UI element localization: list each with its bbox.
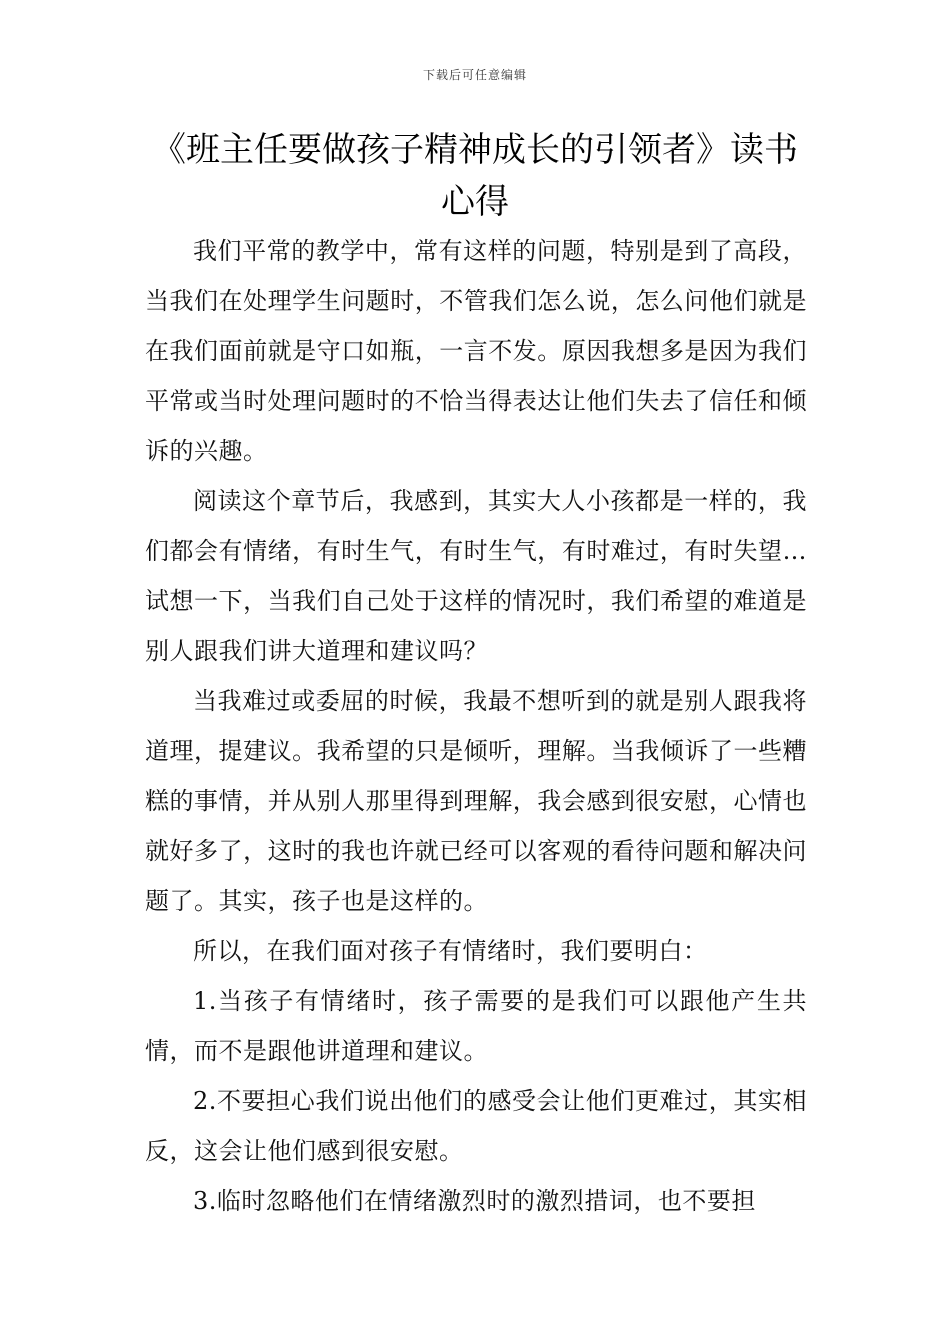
document-body	[145, 226, 807, 1226]
list-item: 1.当孩子有情绪时，孩子需要的是我们可以跟他产生共情，而不是跟他讲道理和建议。	[145, 987, 807, 1065]
paragraph: 阅读这个章节后，我感到，其实大人小孩都是一样的，我们都会有情绪，有时生气，有时生气，有时难过，有时失望…试想一下，当我们自己处于这样的情况时，我们希望的难道是别人跟我们讲大道理和建议吗？	[145, 487, 807, 665]
list-item: 3.临时忽略他们在情绪激烈时的激烈措词，也不要担	[193, 1187, 756, 1215]
list-item: 2.不要担心我们说出他们的感受会让他们更难过，其实相反，这会让他们感到很安慰。	[145, 1087, 807, 1165]
header-note: 下载后可任意编辑	[422, 68, 527, 82]
paragraph: 我们平常的教学中，常有这样的问题，特别是到了高段，当我们在处理学生问题时，不管我们怎么说，怎么问他们就是在我们面前就是守口如瓶，一言不发。原因我想多是因为我们平常或当时处理问题时的不恰当得表达让他们失去了信任和倾诉的兴趣。	[145, 237, 807, 465]
paragraph: 当我难过或委屈的时候，我最不想听到的就是别人跟我将道理，提建议。我希望的只是倾听，理解。当我倾诉了一些糟糕的事情，并从别人那里得到理解，我会感到很安慰，心情也就好多了，这时的我也许就已经可以客观的看待问题和解决问题了。其实，孩子也是这样的。	[145, 687, 807, 915]
page-title: 《班主任要做孩子精神成长的引领者》读书心得	[152, 130, 798, 222]
paragraph: 所以，在我们面对孩子有情绪时，我们要明白：	[193, 937, 708, 965]
